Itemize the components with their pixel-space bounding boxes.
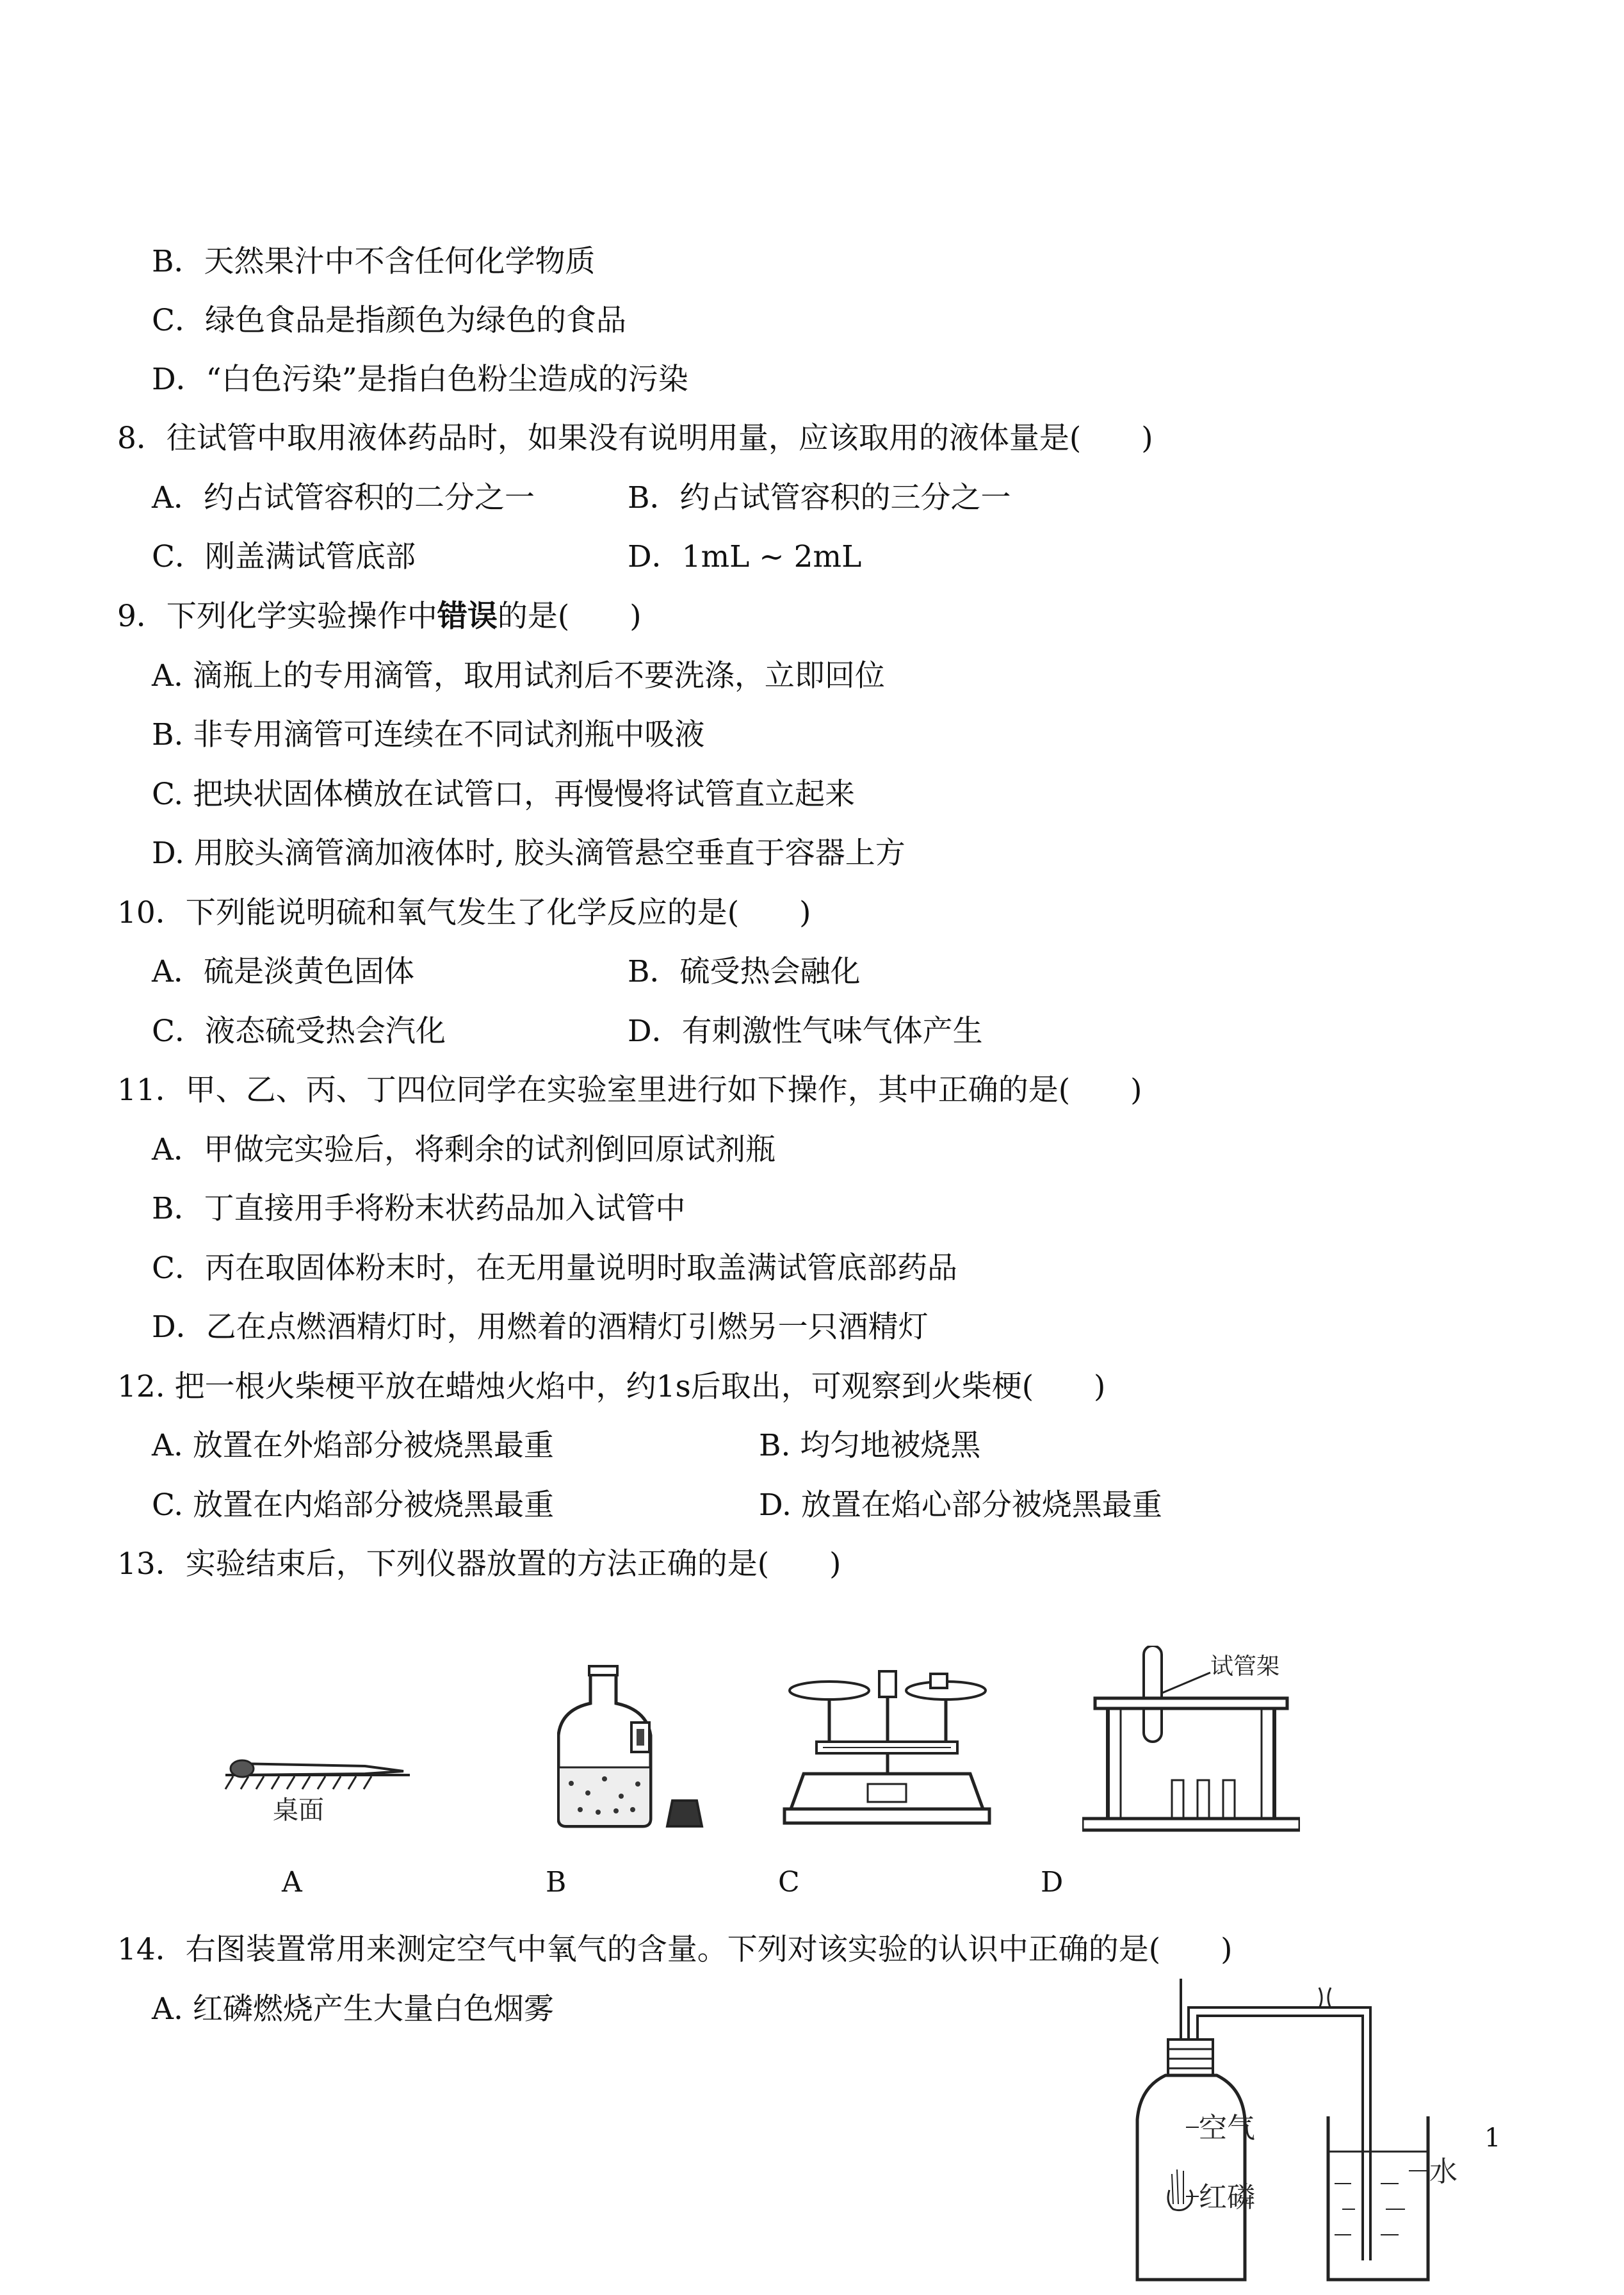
figure-label-c: C (778, 1866, 800, 1899)
water-label: 水 (1429, 2155, 1458, 2188)
q10-option-d: D．有刺激性气味气体产生 (628, 1014, 983, 1049)
q9-stem-post: 的是( ) (497, 599, 642, 634)
figure-c-balance (778, 1665, 996, 1831)
q10-option-b: B．硫受热会融化 (628, 954, 861, 989)
phosphorus-label: 红磷 (1199, 2181, 1255, 2214)
air-label: 空气 (1199, 2112, 1255, 2145)
q9-option-d: D. 用胶头滴管滴加液体时, 胶头滴管悬空垂直于容器上方 (152, 836, 905, 871)
rack-label: 试管架 (1210, 1653, 1280, 1680)
figure-label-a: A (282, 1866, 302, 1899)
q9-option-c: C. 把块状固体横放在试管口，再慢慢将试管直立起来 (152, 777, 856, 812)
figure-d-test-tube-rack (1082, 1646, 1300, 1838)
q9-option-b: B. 非专用滴管可连续在不同试剂瓶中吸液 (152, 717, 705, 752)
q10-option-a: A．硫是淡黄色固体 (152, 954, 414, 989)
figure-a-test-tube-on-desk (218, 1729, 423, 1831)
q12-option-b: B. 均匀地被烧黑 (759, 1428, 981, 1463)
q11-option-a: A．甲做完实验后，将剩余的试剂倒回原试剂瓶 (152, 1132, 775, 1167)
q11-option-d: D．乙在点燃酒精灯时，用燃着的酒精灯引燃另一只酒精灯 (152, 1310, 929, 1345)
q8-option-d: D．1mL ~ 2mL (628, 539, 862, 574)
q9-stem (117, 597, 642, 636)
q8-option-a: A．约占试管容积的二分之一 (152, 480, 535, 515)
q11-option-b: B．丁直接用手将粉末状药品加入试管中 (152, 1191, 686, 1226)
q9-stem-emphasis: 错误 (437, 599, 498, 634)
q14-option-a: A. 红磷燃烧产生大量白色烟雾 (152, 1991, 554, 2027)
q14-stem: 14．右图装置常用来测定空气中氧气的含量。下列对该实验的认识中正确的是( ) (117, 1932, 1233, 1967)
q9-option-a: A. 滴瓶上的专用滴管，取用试剂后不要洗涤，立即回位 (152, 658, 885, 693)
q8-stem: 8．往试管中取用液体药品时，如果没有说明用量，应该取用的液体量是( ) (117, 421, 1153, 456)
figure-oxygen-apparatus (1127, 1979, 1473, 2286)
figure-label-b: B (546, 1866, 567, 1899)
q11-option-c: C．丙在取固体粉末时，在无用量说明时取盖满试管底部药品 (152, 1251, 957, 1286)
q8-option-b: B．约占试管容积的三分之一 (628, 480, 1011, 515)
q8-option-c: C．刚盖满试管底部 (152, 539, 416, 574)
q7-option-d: D．“白色污染”是指白色粉尘造成的污染 (152, 362, 688, 397)
q11-stem: 11．甲、乙、丙、丁四位同学在实验室里进行如下操作，其中正确的是( ) (117, 1073, 1142, 1108)
page-number: 1 (1484, 2123, 1501, 2153)
q12-option-a: A. 放置在外焰部分被烧黑最重 (152, 1428, 554, 1463)
q10-stem: 10．下列能说明硫和氧气发生了化学反应的是( ) (117, 895, 811, 930)
desk-label: 桌面 (273, 1796, 324, 1825)
q12-option-c: C. 放置在内焰部分被烧黑最重 (152, 1488, 555, 1523)
q12-option-d: D. 放置在焰心部分被烧黑最重 (759, 1488, 1162, 1523)
q7-option-c: C．绿色食品是指颜色为绿色的食品 (152, 303, 626, 338)
q9-stem-pre: 9．下列化学实验操作中 (117, 599, 437, 634)
q13-stem: 13．实验结束后，下列仪器放置的方法正确的是( ) (117, 1546, 841, 1582)
q10-option-c: C．液态硫受热会汽化 (152, 1014, 446, 1049)
q7-option-b: B．天然果汁中不含任何化学物质 (152, 244, 596, 279)
figure-label-d: D (1041, 1866, 1064, 1899)
q12-stem: 12. 把一根火柴梗平放在蜡烛火焰中，约1s后取出，可观察到火柴梗( ) (117, 1369, 1106, 1404)
figure-b-reagent-bottle (557, 1658, 711, 1831)
